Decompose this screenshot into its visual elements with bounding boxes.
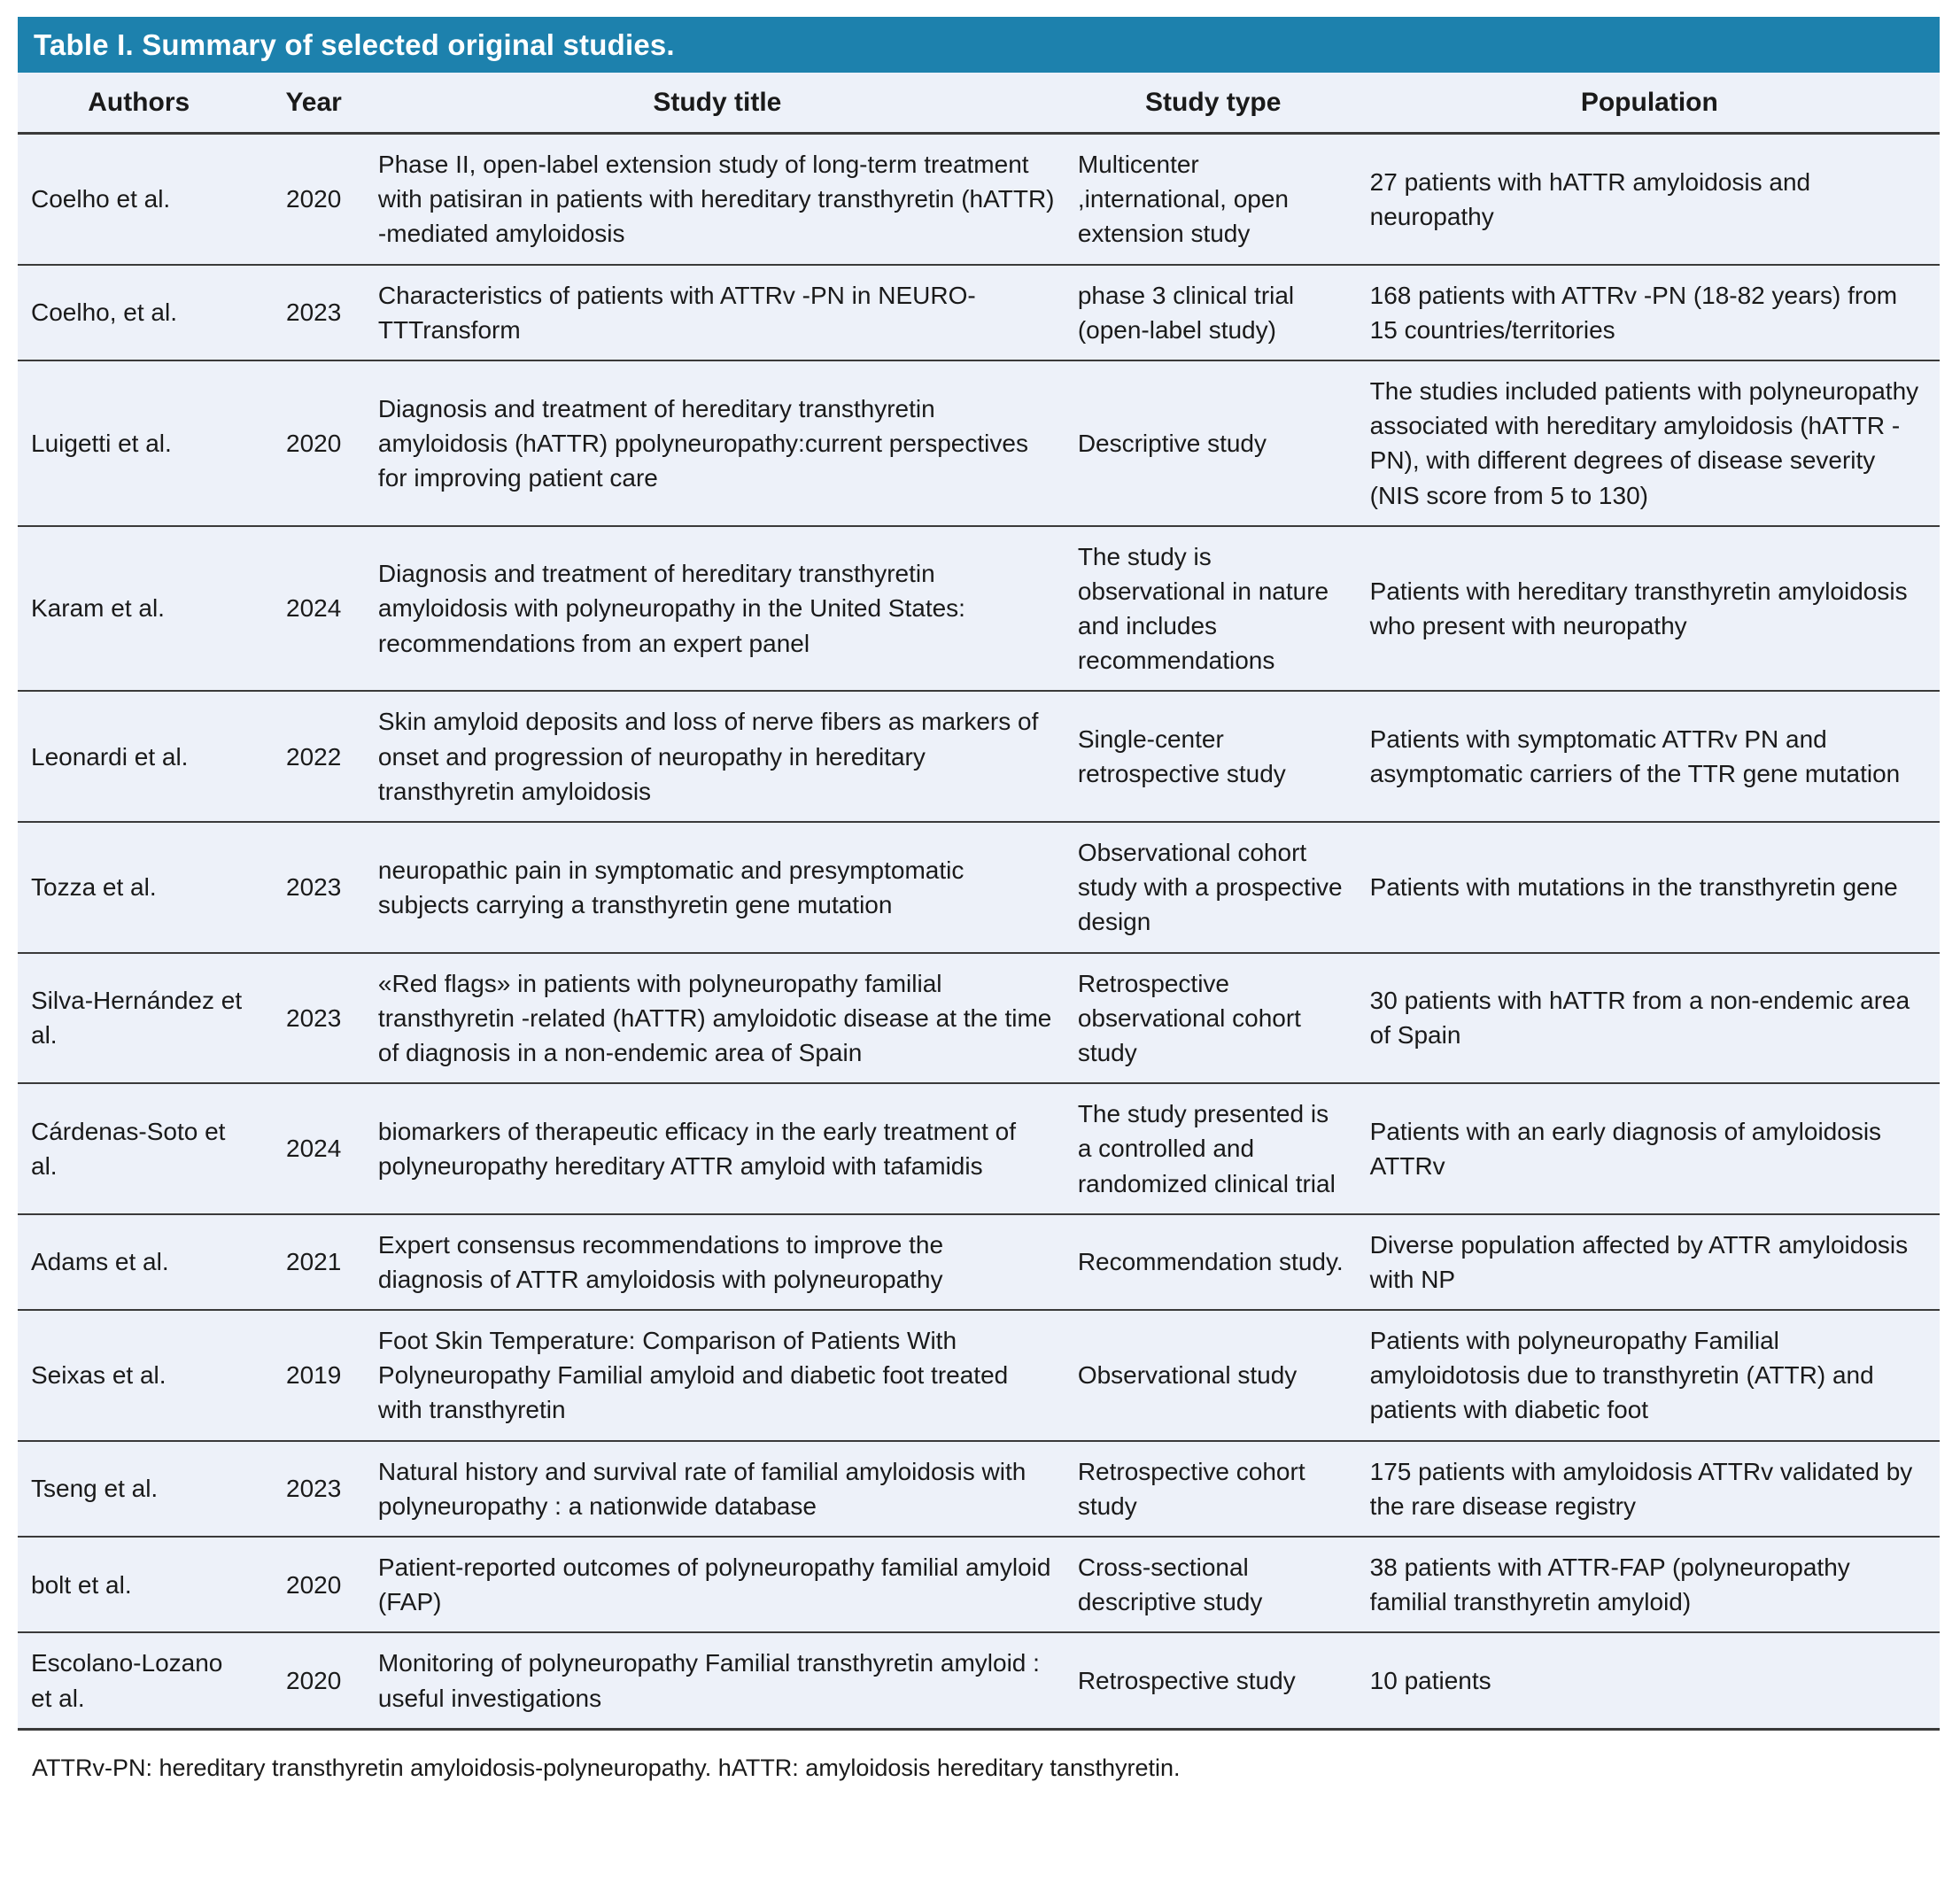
population-cell: 10 patients [1360, 1632, 1940, 1729]
table-row [18, 134, 1940, 265]
year-cell: 2023 [260, 822, 368, 953]
header-row [18, 73, 1940, 134]
column-header-population: Population [1360, 73, 1940, 134]
table-row [18, 1441, 1940, 1537]
year-cell: 2023 [260, 1441, 368, 1537]
population-cell: Patients with mutations in the transthyretin gene [1360, 822, 1940, 953]
column-header-authors: Authors [18, 73, 260, 134]
table-title: Table I. Summary of selected original studies. [34, 28, 675, 61]
population-cell: Patients with hereditary transthyretin amyloidosis who present with neuropathy [1360, 526, 1940, 692]
study-type-cell: The study presented is a controlled and randomized clinical trial [1067, 1083, 1360, 1214]
year-cell: 2020 [260, 1632, 368, 1729]
population-cell: Diverse population affected by ATTR amyloidosis with NP [1360, 1214, 1940, 1310]
study-type-cell: The study is observational in nature and includes recommendations [1067, 526, 1360, 692]
population-cell: 38 patients with ATTR-FAP (polyneuropathy familial transthyretin amyloid) [1360, 1537, 1940, 1632]
study-title-cell: Foot Skin Temperature: Comparison of Patients With Polyneuropathy Familial amyloid and diabetic foot treated with transthyretin [368, 1310, 1067, 1441]
authors-cell: Silva-Hernández et al. [18, 953, 260, 1084]
authors-cell: Coelho et al. [18, 134, 260, 265]
table-row [18, 822, 1940, 953]
study-type-cell: phase 3 clinical trial (open-label study) [1067, 265, 1360, 360]
authors-cell: Karam et al. [18, 526, 260, 692]
table-row [18, 1214, 1940, 1310]
table-row [18, 526, 1940, 692]
study-title-cell: Phase II, open-label extension study of long-term treatment with patisiran in patients with hereditary transthyretin (hATTR) -mediated amyloidosis [368, 134, 1067, 265]
authors-cell: bolt et al. [18, 1537, 260, 1632]
study-title-cell: Patient-reported outcomes of polyneuropathy familial amyloid (FAP) [368, 1537, 1067, 1632]
study-type-cell: Observational cohort study with a prospective design [1067, 822, 1360, 953]
summary-table [18, 73, 1940, 1731]
authors-cell: Tozza et al. [18, 822, 260, 953]
authors-cell: Leonardi et al. [18, 691, 260, 822]
study-type-cell: Single-center retrospective study [1067, 691, 1360, 822]
population-cell: 168 patients with ATTRv -PN (18-82 years) from 15 countries/territories [1360, 265, 1940, 360]
table-row [18, 1083, 1940, 1214]
authors-cell: Luigetti et al. [18, 360, 260, 526]
authors-cell: Cárdenas-Soto et al. [18, 1083, 260, 1214]
study-title-cell: Diagnosis and treatment of hereditary transthyretin amyloidosis (hATTR) ppolyneuropathy:current perspectives for improving patient care [368, 360, 1067, 526]
population-cell: 175 patients with amyloidosis ATTRv validated by the rare disease registry [1360, 1441, 1940, 1537]
year-cell: 2020 [260, 360, 368, 526]
table-row [18, 953, 1940, 1084]
table-title-bar [18, 17, 1940, 73]
column-header-year: Year [260, 73, 368, 134]
table-body [18, 134, 1940, 1730]
authors-cell: Adams et al. [18, 1214, 260, 1310]
column-header-study-type: Study type [1067, 73, 1360, 134]
population-cell: 27 patients with hATTR amyloidosis and neuropathy [1360, 134, 1940, 265]
year-cell: 2019 [260, 1310, 368, 1441]
authors-cell: Coelho, et al. [18, 265, 260, 360]
authors-cell: Seixas et al. [18, 1310, 260, 1441]
year-cell: 2024 [260, 526, 368, 692]
column-header-study-title: Study title [368, 73, 1067, 134]
study-title-cell: Expert consensus recommendations to improve the diagnosis of ATTR amyloidosis with polyneuropathy [368, 1214, 1067, 1310]
year-cell: 2024 [260, 1083, 368, 1214]
study-title-cell: neuropathic pain in symptomatic and presymptomatic subjects carrying a transthyretin gene mutation [368, 822, 1067, 953]
study-title-cell: «Red flags» in patients with polyneuropathy familial transthyretin -related (hATTR) amyloidotic disease at the time of diagnosis in a non-endemic area of Spain [368, 953, 1067, 1084]
year-cell: 2021 [260, 1214, 368, 1310]
study-title-cell: biomarkers of therapeutic efficacy in the early treatment of polyneuropathy hereditary ATTR amyloid with tafamidis [368, 1083, 1067, 1214]
year-cell: 2022 [260, 691, 368, 822]
study-type-cell: Retrospective cohort study [1067, 1441, 1360, 1537]
study-title-cell: Characteristics of patients with ATTRv -PN in NEURO- TTTransform [368, 265, 1067, 360]
study-type-cell: Retrospective study [1067, 1632, 1360, 1729]
year-cell: 2020 [260, 1537, 368, 1632]
population-cell: Patients with an early diagnosis of amyloidosis ATTRv [1360, 1083, 1940, 1214]
footnote: ATTRv-PN: hereditary transthyretin amyloidosis-polyneuropathy. hATTR: amyloidosis hereditary tansthyretin. [32, 1754, 1181, 1781]
year-cell: 2020 [260, 134, 368, 265]
study-title-cell: Monitoring of polyneuropathy Familial transthyretin amyloid : useful investigations [368, 1632, 1067, 1729]
study-title-cell: Skin amyloid deposits and loss of nerve fibers as markers of onset and progression of neuropathy in hereditary transthyretin amyloidosis [368, 691, 1067, 822]
year-cell: 2023 [260, 953, 368, 1084]
authors-cell: Tseng et al. [18, 1441, 260, 1537]
table-row [18, 1310, 1940, 1441]
authors-cell: Escolano-Lozano et al. [18, 1632, 260, 1729]
table-row [18, 360, 1940, 526]
table-row [18, 265, 1940, 360]
study-type-cell: Cross-sectional descriptive study [1067, 1537, 1360, 1632]
table-row [18, 1537, 1940, 1632]
table-header [18, 73, 1940, 134]
study-type-cell: Observational study [1067, 1310, 1360, 1441]
study-type-cell: Retrospective observational cohort study [1067, 953, 1360, 1084]
study-type-cell: Multicenter ,international, open extension study [1067, 134, 1360, 265]
population-cell: Patients with symptomatic ATTRv PN and asymptomatic carriers of the TTR gene mutation [1360, 691, 1940, 822]
population-cell: 30 patients with hATTR from a non-endemic area of Spain [1360, 953, 1940, 1084]
population-cell: Patients with polyneuropathy Familial amyloidotosis due to transthyretin (ATTR) and patients with diabetic foot [1360, 1310, 1940, 1441]
table-row [18, 691, 1940, 822]
population-cell: The studies included patients with polyneuropathy associated with hereditary amyloidosis (hATTR - PN), with different degrees of disease severity (NIS score from 5 to 130) [1360, 360, 1940, 526]
study-type-cell: Descriptive study [1067, 360, 1360, 526]
study-type-cell: Recommendation study. [1067, 1214, 1360, 1310]
study-title-cell: Natural history and survival rate of familial amyloidosis with polyneuropathy : a nationwide database [368, 1441, 1067, 1537]
study-title-cell: Diagnosis and treatment of hereditary transthyretin amyloidosis with polyneuropathy in the United States: recommendations from an expert panel [368, 526, 1067, 692]
year-cell: 2023 [260, 265, 368, 360]
table-row [18, 1632, 1940, 1729]
